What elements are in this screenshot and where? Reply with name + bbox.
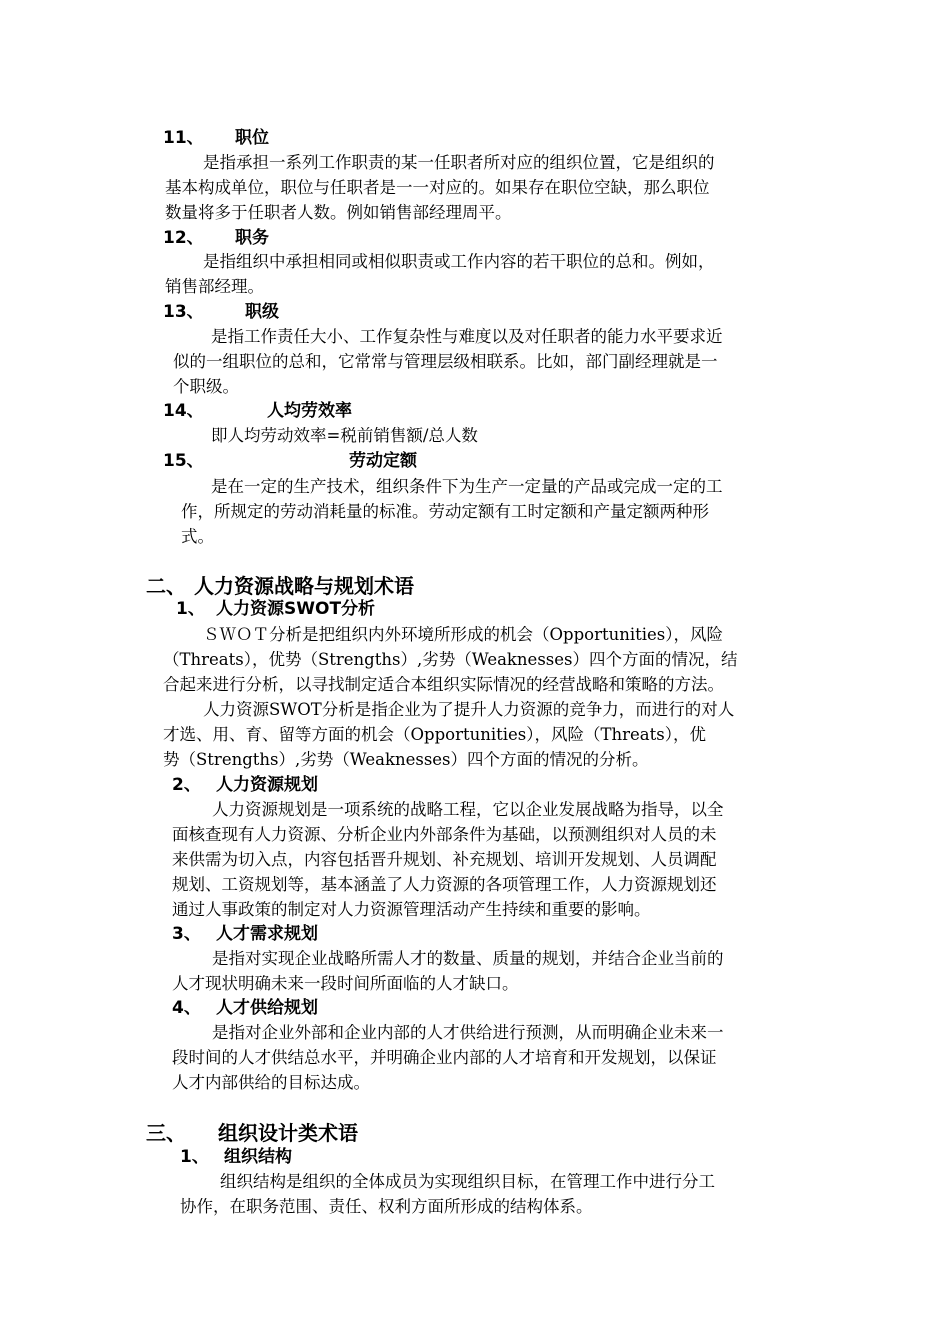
term-body-2-3 xyxy=(172,946,724,996)
term-number: 12、 xyxy=(163,228,204,248)
section-number: 三、 xyxy=(146,1121,186,1145)
term-title: 职位 xyxy=(235,128,269,148)
term-number: 4、 xyxy=(172,998,201,1018)
term-body-12 xyxy=(165,249,715,299)
body-line: 是在一定的生产技术，组织条件下为生产一定量的产品或完成一定的工 xyxy=(211,477,723,496)
term-number: 1、 xyxy=(180,1147,209,1167)
body-line: 合起来进行分析，以寻找制定适合本组织实际情况的经营战略和策略的方法。 xyxy=(163,675,724,694)
body-line: 销售部经理。 xyxy=(165,277,264,296)
term-body-13 xyxy=(173,324,723,399)
section-title: 组织设计类术语 xyxy=(218,1121,358,1145)
term-title: 人力资源SWOT分析 xyxy=(216,599,376,619)
term-body-2-1 xyxy=(163,622,738,772)
term-number: 15、 xyxy=(163,451,204,471)
term-number: 11、 xyxy=(163,128,204,148)
term-title: 人才需求规划 xyxy=(216,924,318,944)
body-line: 协作，在职务范围、责任、权利方面所形成的结构体系。 xyxy=(180,1197,593,1216)
term-title: 人均劳效率 xyxy=(267,401,352,421)
term-body-3-1 xyxy=(180,1169,715,1219)
term-number: 3、 xyxy=(172,924,201,944)
term-title: 人力资源规划 xyxy=(216,775,318,795)
body-line: 是指对企业外部和企业内部的人才供给进行预测，从而明确企业未来一 xyxy=(212,1023,724,1042)
body-line: 段时间的人才供结总水平，并明确企业内部的人才培育和开发规划，以保证 xyxy=(172,1048,717,1067)
body-line: 是指组织中承担相同或相似职责或工作内容的若干职位的总和。例如， xyxy=(203,252,715,271)
term-body-11 xyxy=(165,150,715,225)
body-line: 个职级。 xyxy=(173,377,239,396)
term-title: 劳动定额 xyxy=(349,451,417,471)
term-title: 组织结构 xyxy=(224,1147,292,1167)
term-title: 职级 xyxy=(245,302,279,322)
term-body-2-4 xyxy=(172,1020,724,1095)
body-line: 来供需为切入点，内容包括晋升规划、补充规划、培训开发规划、人员调配 xyxy=(172,850,717,869)
body-line: 基本构成单位，职位与任职者是一一对应的。如果存在职位空缺，那么职位 xyxy=(165,178,710,197)
term-number: 14、 xyxy=(163,401,204,421)
term-number: 1、 xyxy=(176,599,205,619)
body-line: 是指工作责任大小、工作复杂性与难度以及对任职者的能力水平要求近 xyxy=(211,327,723,346)
term-title: 职务 xyxy=(235,228,269,248)
term-title: 人才供给规划 xyxy=(216,998,318,1018)
body-line: 数量将多于任职者人数。例如销售部经理周平。 xyxy=(165,203,512,222)
term-number: 2、 xyxy=(172,775,201,795)
body-line: 通过人事政策的制定对人力资源管理活动产生持续和重要的影响。 xyxy=(172,900,651,919)
body-line: （Threats），优势（Strengths）,劣势（Weaknesses）四个方面的情况，结 xyxy=(163,650,738,669)
body-line: 人才现状明确未来一段时间所面临的人才缺口。 xyxy=(172,974,519,993)
body-line: 式。 xyxy=(181,527,214,546)
body-line: 势（Strengths）,劣势（Weaknesses）四个方面的情况的分析。 xyxy=(163,750,649,769)
term-body-2-2 xyxy=(172,797,724,922)
body-line: 才选、用、育、留等方面的机会（Opportunities），风险（Threats），优 xyxy=(163,725,706,744)
term-body-14 xyxy=(211,423,478,448)
body-line: 是指对实现企业战略所需人才的数量、质量的规划，并结合企业当前的 xyxy=(212,949,724,968)
body-line: 作，所规定的劳动消耗量的标准。劳动定额有工时定额和产量定额两种形 xyxy=(181,502,709,521)
body-line: 似的一组职位的总和，它常常与管理层级相联系。比如，部门副经理就是一 xyxy=(173,352,718,371)
body-line: 面核查现有人力资源、分析企业内外部条件为基础，以预测组织对人员的未 xyxy=(172,825,717,844)
term-body-15 xyxy=(181,474,723,549)
section-number: 二、 xyxy=(146,574,186,598)
body-line: ＳＷＯＴ分析是把组织内外环境所形成的机会（Opportunities），风险 xyxy=(203,625,724,644)
body-line: 是指承担一系列工作职责的某一任职者所对应的组织位置，它是组织的 xyxy=(203,153,715,172)
body-line: 即人均劳动效率=税前销售额/总人数 xyxy=(211,426,478,445)
body-line: 规划、工资规划等，基本涵盖了人力资源的各项管理工作，人力资源规划还 xyxy=(172,875,717,894)
body-line: 人力资源SWOT分析是指企业为了提升人力资源的竞争力，而进行的对人 xyxy=(203,700,735,719)
body-line: 人才内部供给的目标达成。 xyxy=(172,1073,370,1092)
term-number: 13、 xyxy=(163,302,204,322)
body-line: 人力资源规划是一项系统的战略工程，它以企业发展战略为指导，以全 xyxy=(212,800,724,819)
body-line: 组织结构是组织的全体成员为实现组织目标，在管理工作中进行分工 xyxy=(220,1172,715,1191)
section-title: 人力资源战略与规划术语 xyxy=(194,574,414,598)
